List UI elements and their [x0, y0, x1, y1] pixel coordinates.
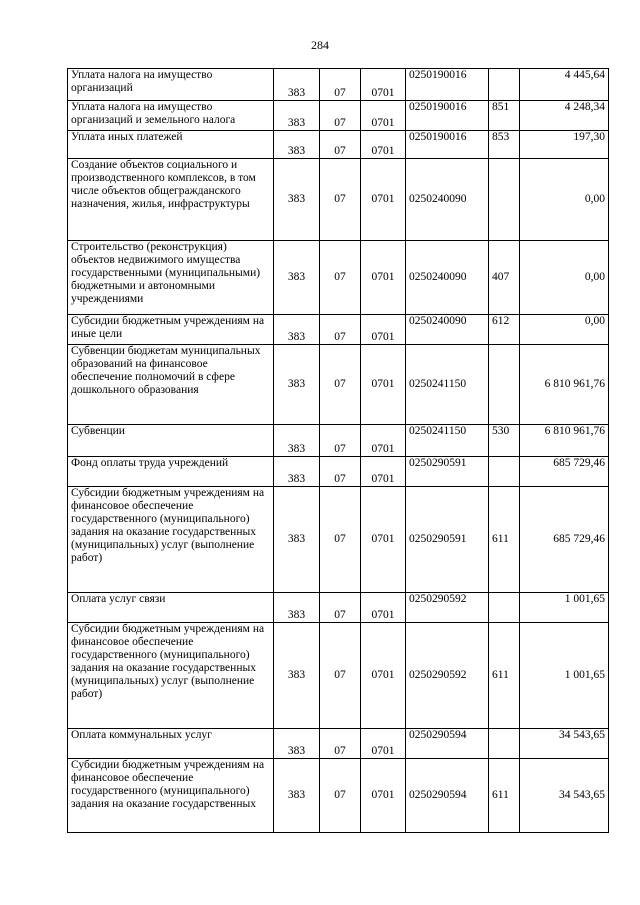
table-row [68, 729, 609, 759]
cell-target-article: 0250241150 [406, 425, 489, 457]
cell-name: Строительство (реконструкция) объектов недвижимого имущества государственными (муниципальными) бюджетными и автономными учреждениями [68, 241, 274, 315]
cell-ved: 383 [274, 457, 320, 487]
cell-podrazdel: 0701 [361, 131, 406, 159]
cell-amount: 34 543,65 [520, 729, 609, 759]
cell-ved: 383 [274, 159, 320, 241]
cell-name: Субвенции [68, 425, 274, 457]
cell-target-article: 0250290594 [406, 759, 489, 833]
cell-razdel: 07 [320, 101, 361, 131]
table-row [68, 759, 609, 833]
cell-razdel: 07 [320, 241, 361, 315]
table-row [68, 101, 609, 131]
cell-razdel: 07 [320, 729, 361, 759]
cell-razdel: 07 [320, 345, 361, 425]
cell-name: Уплата иных платежей [68, 131, 274, 159]
cell-amount: 0,00 [520, 159, 609, 241]
table-row [68, 593, 609, 623]
cell-amount: 4 248,34 [520, 101, 609, 131]
cell-amount: 1 001,65 [520, 593, 609, 623]
table-row [68, 623, 609, 729]
cell-expense-type: 611 [489, 759, 520, 833]
cell-razdel: 07 [320, 487, 361, 593]
cell-razdel: 07 [320, 69, 361, 101]
cell-amount: 34 543,65 [520, 759, 609, 833]
cell-podrazdel: 0701 [361, 487, 406, 593]
table-row [68, 241, 609, 315]
cell-name: Оплата коммунальных услуг [68, 729, 274, 759]
cell-target-article: 0250190016 [406, 131, 489, 159]
cell-amount: 197,30 [520, 131, 609, 159]
cell-target-article: 0250240090 [406, 241, 489, 315]
cell-amount: 6 810 961,76 [520, 345, 609, 425]
cell-podrazdel: 0701 [361, 457, 406, 487]
cell-target-article: 0250290592 [406, 623, 489, 729]
cell-ved: 383 [274, 69, 320, 101]
cell-ved: 383 [274, 101, 320, 131]
cell-amount: 685 729,46 [520, 487, 609, 593]
cell-amount: 685 729,46 [520, 457, 609, 487]
cell-razdel: 07 [320, 315, 361, 345]
cell-target-article: 0250240090 [406, 315, 489, 345]
cell-podrazdel: 0701 [361, 593, 406, 623]
table-row [68, 69, 609, 101]
cell-razdel: 07 [320, 593, 361, 623]
cell-name: Субсидии бюджетным учреждениям на финансовое обеспечение государственного (муниципального) задания на оказание государственных (муниципальных) услуг (выполнение работ) [68, 487, 274, 593]
cell-expense-type: 612 [489, 315, 520, 345]
cell-podrazdel: 0701 [361, 425, 406, 457]
cell-target-article: 0250290592 [406, 593, 489, 623]
cell-name: Субсидии бюджетным учреждениям на финансовое обеспечение государственного (муниципального) задания на оказание государственных (муниципальных) услуг (выполнение работ) [68, 623, 274, 729]
page-number: 284 [311, 38, 329, 52]
cell-razdel: 07 [320, 425, 361, 457]
cell-target-article: 0250290594 [406, 729, 489, 759]
cell-expense-type [489, 345, 520, 425]
cell-razdel: 07 [320, 457, 361, 487]
cell-ved: 383 [274, 729, 320, 759]
table-row [68, 159, 609, 241]
cell-name: Субсидии бюджетным учреждениям на иные цели [68, 315, 274, 345]
cell-expense-type: 853 [489, 131, 520, 159]
cell-amount: 6 810 961,76 [520, 425, 609, 457]
cell-name: Оплата услуг связи [68, 593, 274, 623]
cell-ved: 383 [274, 345, 320, 425]
cell-name: Уплата налога на имущество организаций и земельного налога [68, 101, 274, 131]
cell-ved: 383 [274, 623, 320, 729]
cell-expense-type: 530 [489, 425, 520, 457]
table-row [68, 345, 609, 425]
cell-name: Субвенции бюджетам муниципальных образований на финансовое обеспечение полномочий в сфере дошкольного образования [68, 345, 274, 425]
cell-expense-type [489, 159, 520, 241]
cell-ved: 383 [274, 315, 320, 345]
cell-amount: 0,00 [520, 315, 609, 345]
table-row [68, 487, 609, 593]
cell-expense-type [489, 457, 520, 487]
cell-razdel: 07 [320, 159, 361, 241]
cell-ved: 383 [274, 593, 320, 623]
cell-podrazdel: 0701 [361, 315, 406, 345]
cell-expense-type [489, 729, 520, 759]
cell-razdel: 07 [320, 759, 361, 833]
cell-amount: 1 001,65 [520, 623, 609, 729]
cell-expense-type: 851 [489, 101, 520, 131]
cell-podrazdel: 0701 [361, 241, 406, 315]
cell-podrazdel: 0701 [361, 345, 406, 425]
table-row [68, 315, 609, 345]
table-row [68, 131, 609, 159]
cell-ved: 383 [274, 241, 320, 315]
cell-name: Субсидии бюджетным учреждениям на финансовое обеспечение государственного (муниципального) задания на оказание государственных [68, 759, 274, 833]
cell-expense-type: 611 [489, 487, 520, 593]
cell-target-article: 0250290591 [406, 457, 489, 487]
cell-expense-type: 611 [489, 623, 520, 729]
cell-amount: 4 445,64 [520, 69, 609, 101]
cell-ved: 383 [274, 487, 320, 593]
budget-table-body [68, 69, 609, 833]
cell-ved: 383 [274, 759, 320, 833]
cell-razdel: 07 [320, 623, 361, 729]
cell-name: Фонд оплаты труда учреждений [68, 457, 274, 487]
cell-podrazdel: 0701 [361, 623, 406, 729]
cell-expense-type: 407 [489, 241, 520, 315]
cell-podrazdel: 0701 [361, 101, 406, 131]
table-row [68, 457, 609, 487]
cell-target-article: 0250240090 [406, 159, 489, 241]
cell-expense-type [489, 69, 520, 101]
cell-razdel: 07 [320, 131, 361, 159]
cell-amount: 0,00 [520, 241, 609, 315]
cell-podrazdel: 0701 [361, 159, 406, 241]
cell-target-article: 0250190016 [406, 69, 489, 101]
cell-target-article: 0250241150 [406, 345, 489, 425]
cell-podrazdel: 0701 [361, 69, 406, 101]
budget-table [67, 68, 609, 833]
cell-expense-type [489, 593, 520, 623]
cell-podrazdel: 0701 [361, 759, 406, 833]
cell-target-article: 0250190016 [406, 101, 489, 131]
cell-ved: 383 [274, 425, 320, 457]
cell-name: Создание объектов социального и производственного комплексов, в том числе объектов общегражданского назначения, жилья, инфраструктуры [68, 159, 274, 241]
cell-target-article: 0250290591 [406, 487, 489, 593]
cell-podrazdel: 0701 [361, 729, 406, 759]
table-row [68, 425, 609, 457]
cell-ved: 383 [274, 131, 320, 159]
cell-name: Уплата налога на имущество организаций [68, 69, 274, 101]
